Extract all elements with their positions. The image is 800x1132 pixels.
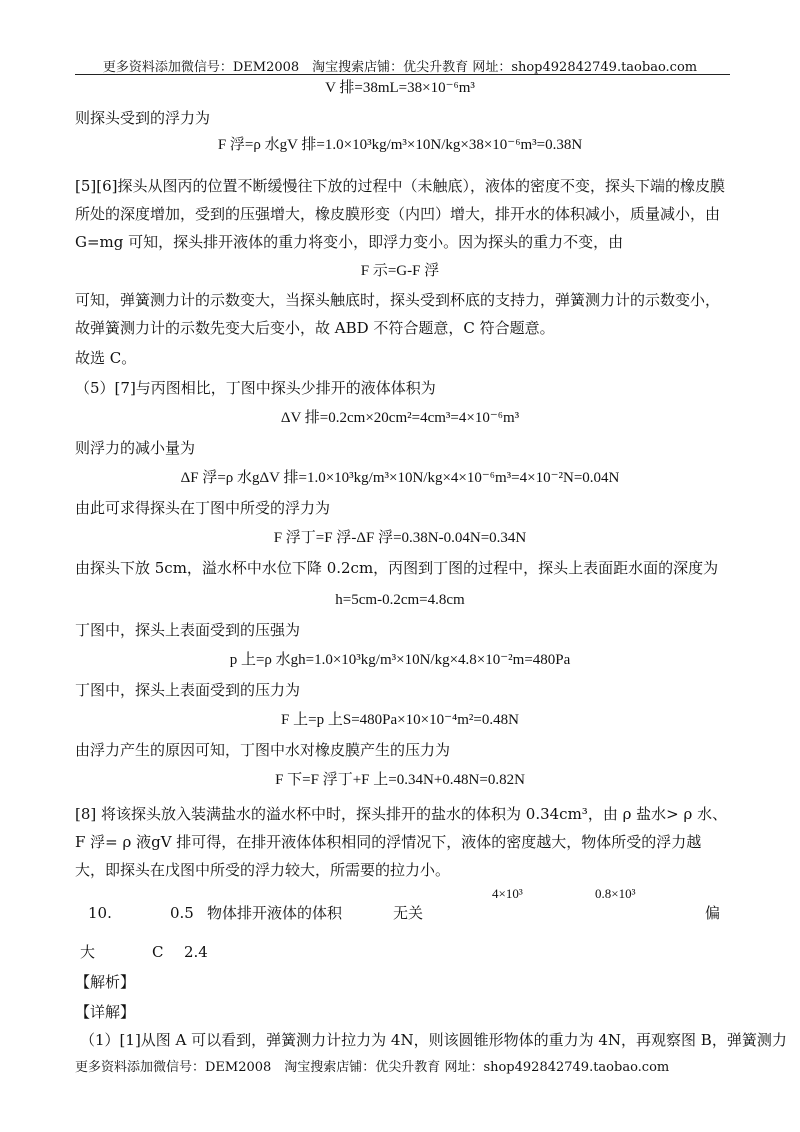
answer-blank: 4×10³	[492, 886, 523, 901]
answer-choice: 故选 C。	[75, 349, 137, 367]
page-footer: 更多资料添加微信号：DEM2008 淘宝搜索店铺：优尖升教育 网址：shop492842749.taobao.com	[75, 1060, 670, 1075]
text-line: 由浮力产生的原因可知，丁图中水对橡皮膜产生的压力为	[75, 741, 451, 759]
part-5-intro: （5）[7]与丙图相比，丁图中探头少排开的液体体积为	[75, 379, 436, 397]
formula-force-top: F 上=p 上S=480Pa×10×10⁻⁴m²=0.48N	[281, 712, 519, 728]
formula-v-displaced: V 排=38mL=38×10⁻⁶m³	[325, 80, 475, 96]
text-line: （1）[1]从图 A 可以看到，弹簧测力计拉力为 4N，则该圆锥形物体的重力为 4N，再观察图 B，弹簧测力	[80, 1031, 787, 1049]
formula-delta-f: ΔF 浮=ρ 水gΔV 排=1.0×10³kg/m³×10N/kg×4×10⁻⁶m³=4×10⁻²N=0.04N	[180, 470, 620, 486]
text-line: 丁图中，探头上表面受到的压力为	[75, 681, 301, 699]
text-line: 丁图中，探头上表面受到的压强为	[75, 621, 301, 639]
paragraph-8: [8] 将该探头放入装满盐水的溢水杯中时，探头排开的盐水的体积为 0.34cm³，由 ρ 盐水> ρ 水、F 浮= ρ 液gV 排可得，在排开液体体积相同的浮情况下，液体的密度越大，物体所受的浮力越大，即探头在戊图中所受的浮力较大，所需要的拉力小。	[75, 805, 728, 879]
formula-depth: h=5cm-0.2cm=4.8cm	[335, 592, 465, 608]
question-number: 10.	[88, 904, 112, 922]
page-header: 更多资料添加微信号：DEM2008 淘宝搜索店铺：优尖升教育 网址：shop492842749.taobao.com	[102, 60, 698, 75]
formula-pressure: p 上=ρ 水gh=1.0×10³kg/m³×10N/kg×4.8×10⁻²m=480Pa	[229, 652, 571, 668]
formula-force-bottom: F 下=F 浮丁+F 上=0.34N+0.48N=0.82N	[275, 772, 525, 788]
formula-f-ding: F 浮丁=F 浮-ΔF 浮=0.38N-0.04N=0.34N	[273, 530, 527, 546]
header-divider	[75, 74, 730, 75]
formula-delta-v: ΔV 排=0.2cm×20cm²=4cm³=4×10⁻⁶m³	[280, 410, 520, 426]
answer-blank: 2.4	[184, 943, 208, 961]
detail-heading: 【详解】	[75, 1003, 136, 1021]
answer-blank: 0.5	[170, 904, 194, 922]
formula-scale-reading: F 示=G-F 浮	[360, 263, 440, 279]
answer-blank: 物体排开液体的体积	[207, 904, 343, 922]
paragraph-5-6: [5][6]探头从图丙的位置不断缓慢往下放的过程中（未触底），液体的密度不变，探头下端的橡皮膜所处的深度增加，受到的压强增大，橡皮膜形变（内凹）增大，排开水的体积减小，质量减小，由 G=mg 可知，探头排开液体的重力将变小，即浮力变小。因为探头的重力不变，由	[75, 177, 725, 251]
paragraph-conclusion: 可知，弹簧测力计的示数变大，当探头触底时，探头受到杯底的支持力，弹簧测力计的示数变小，故弹簧测力计的示数先变大后变小，故 ABD 不符合题意，C 符合题意。	[75, 291, 721, 337]
analysis-heading: 【解析】	[75, 973, 136, 991]
text-line: 由探头下放 5cm，溢水杯中水位下降 0.2cm，丙图到丁图的过程中，探头上表面距水面的深度为	[75, 559, 719, 577]
formula-buoyancy: F 浮=ρ 水gV 排=1.0×10³kg/m³×10N/kg×38×10⁻⁶m³=0.38N	[217, 137, 583, 153]
answer-blank: 无关	[393, 904, 424, 922]
answer-blank: 偏	[705, 904, 721, 922]
answer-blank: 大	[80, 943, 96, 961]
text-line: 则探头受到的浮力为	[75, 109, 211, 127]
answer-blank: 0.8×10³	[595, 886, 636, 901]
answer-blank: C	[152, 943, 164, 961]
text-line: 则浮力的减小量为	[75, 439, 196, 457]
text-line: 由此可求得探头在丁图中所受的浮力为	[75, 499, 331, 517]
